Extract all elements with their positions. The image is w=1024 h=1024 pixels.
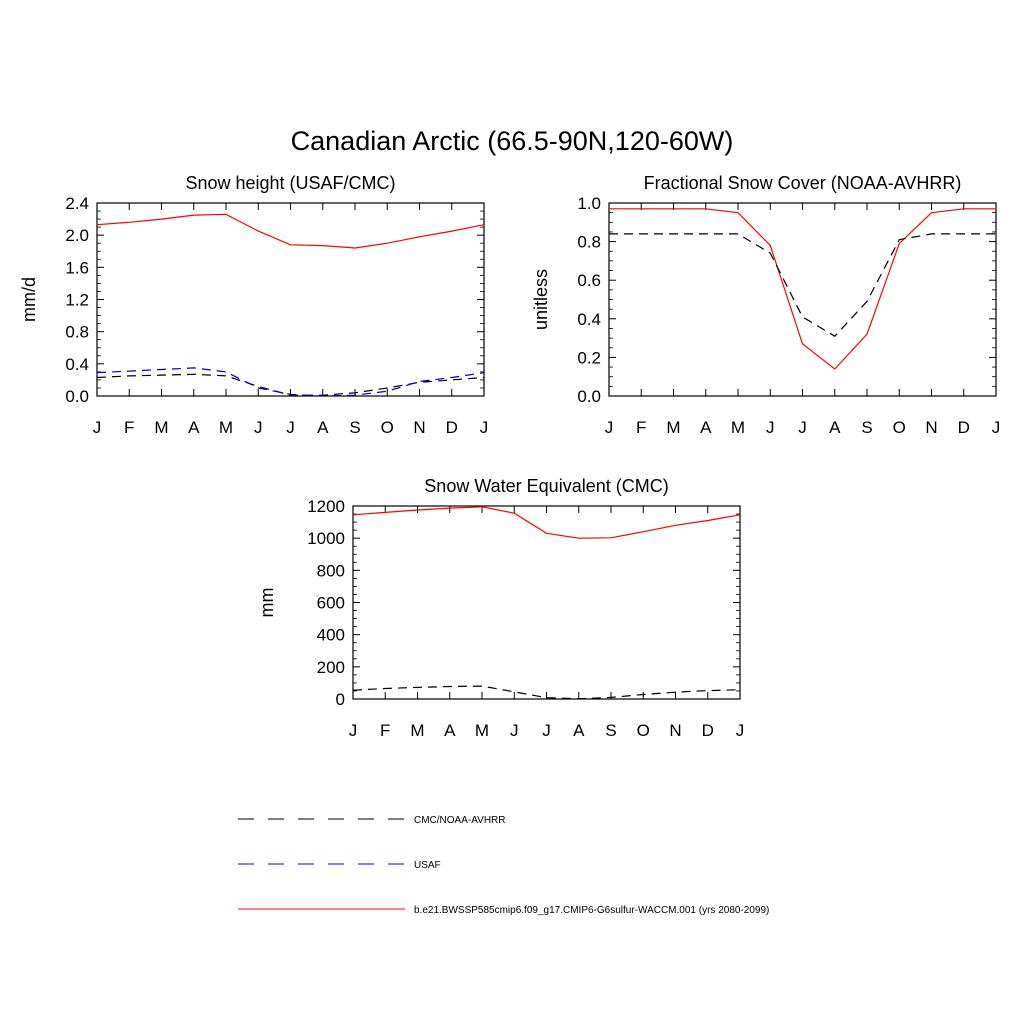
y-tick-label: 1200 [307,497,345,516]
y-axis-label: mm/d [19,277,39,322]
y-tick-label: 0 [335,690,345,709]
x-tick-label: J [92,418,102,437]
panels [19,173,1000,740]
y-tick-label: 1000 [307,529,345,549]
y-tick-label: 1.0 [577,194,601,213]
legend-item [238,815,505,826]
x-tick-label: D [445,418,458,437]
x-tick-label: J [991,418,1001,437]
x-tick-label: A [573,721,585,740]
legend-label: b.e21.BWSSP585cmip6.f09_g17.CMIP6-G6sulfur-WACCM.001 (yrs 2080-2099) [414,905,770,916]
x-tick-label: O [636,721,650,740]
y-tick-label: 200 [316,657,345,677]
y-tick-label: 0.8 [577,232,601,252]
legend-label: USAF [414,860,441,871]
y-tick-label: 0.8 [65,322,89,342]
x-tick-label: M [730,418,746,437]
legend-item [238,860,441,871]
y-tick-label: 2.4 [65,194,89,213]
chart-title: Snow Water Equivalent (CMC) [424,476,669,496]
y-tick-label: 0.0 [65,387,89,406]
chart-title: Snow height (USAF/CMC) [185,173,396,193]
chart-panel-2 [531,173,1000,437]
chart-panel-3 [257,476,744,740]
x-tick-label: J [510,721,519,740]
x-tick-label: M [218,418,234,437]
x-tick-label: J [286,418,295,437]
x-tick-label: M [474,721,490,740]
y-tick-label: 1.6 [65,258,89,278]
x-tick-label: J [604,418,614,437]
x-tick-label: F [380,721,391,740]
x-tick-label: M [154,418,169,437]
x-tick-label: J [348,721,358,740]
chart-panel-1 [19,173,488,437]
y-tick-label: 0.4 [65,354,89,374]
y-tick-label: 1.2 [65,290,89,310]
plot-frame [353,506,740,699]
chart-title: Fractional Snow Cover (NOAA-AVHRR) [643,173,962,193]
x-tick-label: S [605,721,617,740]
x-tick-label: J [766,418,775,437]
y-tick-label: 2.0 [65,226,89,246]
x-tick-label: M [410,721,425,740]
series-line-b-e21-bwssp585cmip6-f09-g17-cm [97,214,484,248]
x-tick-label: M [666,418,681,437]
legend-label: CMC/NOAA-AVHRR [414,815,506,826]
x-tick-label: A [700,418,712,437]
legend-item [238,905,769,916]
plot-frame [97,203,484,396]
x-tick-label: A [188,418,200,437]
x-tick-label: J [479,418,489,437]
y-tick-label: 400 [316,625,345,645]
y-tick-label: 0.6 [577,271,601,291]
x-tick-label: O [380,418,394,437]
x-tick-label: J [735,721,745,740]
y-tick-label: 600 [316,593,345,613]
x-tick-label: D [701,721,714,740]
y-axis-label: mm [257,587,277,618]
x-tick-label: A [829,418,841,437]
series-line-cmc-noaa-avhrr [609,234,996,336]
figure-title: Canadian Arctic (66.5-90N,120-60W) [290,126,734,156]
plot-frame [609,203,996,396]
y-tick-label: 0.2 [577,348,601,368]
x-tick-label: J [542,721,551,740]
x-tick-label: J [254,418,263,437]
legend [238,815,769,916]
x-tick-label: S [349,418,361,437]
x-tick-label: N [669,721,682,740]
x-tick-label: D [957,418,970,437]
y-tick-label: 0.4 [577,309,601,329]
x-tick-label: J [798,418,807,437]
series-line-b-e21-bwssp585cmip6-f09-g17-cm [609,209,996,369]
y-axis-label: unitless [531,268,551,331]
x-tick-label: N [413,418,426,437]
x-tick-label: N [925,418,938,437]
y-tick-label: 800 [316,561,345,581]
x-tick-label: F [124,418,135,437]
y-tick-label: 0.0 [577,387,601,406]
x-tick-label: S [861,418,873,437]
x-tick-label: F [636,418,647,437]
x-tick-label: O [892,418,906,437]
x-tick-label: A [444,721,456,740]
x-tick-label: A [317,418,329,437]
